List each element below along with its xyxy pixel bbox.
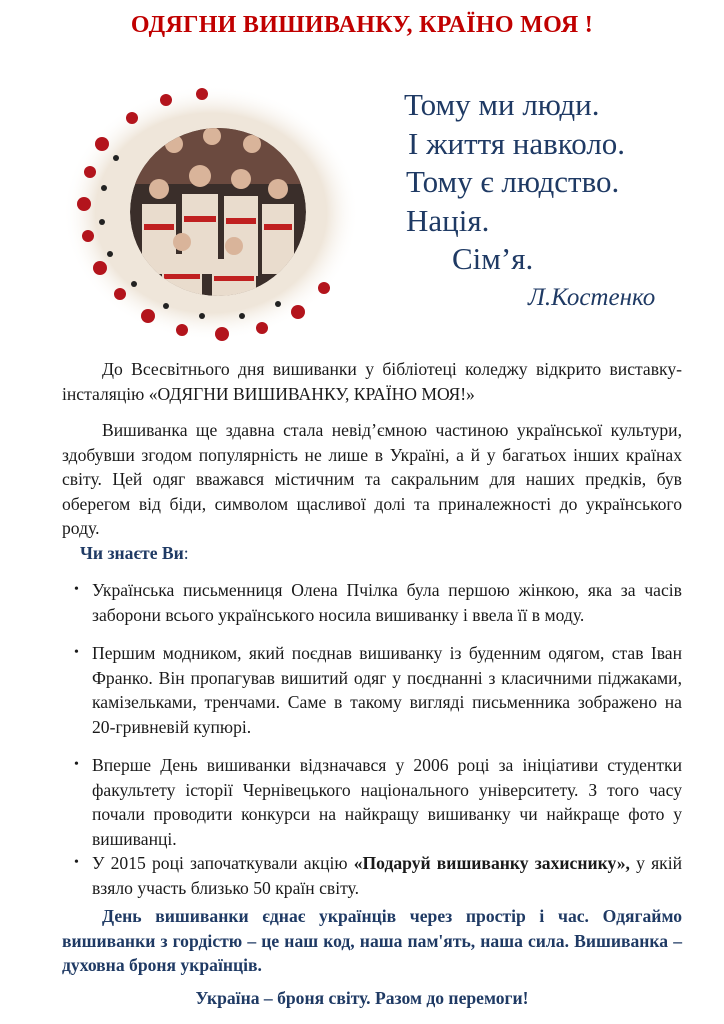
poem-line: І життя навколо.: [408, 125, 626, 161]
poem-line: Тому ми люди.: [404, 87, 600, 122]
facts-heading-colon: :: [183, 543, 189, 563]
bullet-icon: •: [74, 582, 79, 597]
fact-text-after: у якій взяло участь близько 50 країн світу.: [92, 853, 683, 898]
bullet-icon: •: [74, 757, 79, 772]
facts-heading-label: Чи знаєте Ви: [80, 543, 184, 563]
intro-paragraph: До Всесвітнього дня вишиванки у бібліотеці коледжу відкрито виставку-інсталяцію «ОДЯГНИ ВИШИВАНКУ, КРАЇНО МОЯ!»: [62, 359, 682, 404]
poem-line: Нація.: [406, 202, 490, 238]
fact-text: Українська письменниця Олена Пчілка була першою жінкою, яка за часів заборони всього українського носила вишиванку і ввела її в моду.: [92, 580, 682, 625]
campaign-name: «Подаруй вишиванку захиснику»,: [353, 853, 630, 873]
page-title: ОДЯГНИ ВИШИВАНКУ, КРАЇНО МОЯ !: [130, 12, 594, 38]
closing-paragraph: День вишиванки єднає українців через простір і час. Одягаймо вишиванки з гордістю – це наш код, наша пам'ять, наша сила. Вишиванка – духовна броня українців.: [62, 906, 682, 975]
fact-text: Першим модником, який поєднав вишиванку із буденним одягом, став Іван Франко. Він пропагував вишитий одяг у поєднанні з класичними піджаками, камізельками, тренчами. Саме в такому вигляді письменника зображено на 20-гривневій купюрі.: [92, 643, 682, 737]
bullet-icon: •: [74, 855, 79, 870]
poem-author: Л.Костенко: [528, 284, 656, 311]
fact-text: Вперше День вишиванки відзначався у 2006 році за ініціативи студентки факультету історії Чернівецького національного університету. З того часу почали проводити конкурси на найкращу вишиванку чи найкраще фото у вишиванці.: [92, 755, 682, 849]
list-item: [62, 578, 682, 627]
fact-text-before: У 2015 році започаткували акцію: [92, 853, 354, 873]
facts-heading: [80, 543, 189, 564]
bullet-icon: •: [74, 645, 79, 660]
list-item: [62, 851, 682, 900]
history-paragraph: Вишиванка ще здавна стала невід’ємною частиною української культури, здобувши згодом популярність не лише в Україні, а й у багатьох інших країнах світу. Цей одяг вважався містичним та сакральним для наших предків, був оберегом від біди, символом щасливої долі та приналежності до українського роду.: [62, 420, 682, 538]
list-item: [62, 641, 682, 739]
list-item: [62, 753, 682, 851]
poem: [400, 86, 700, 279]
slogan: Україна – броня світу. Разом до перемоги!: [195, 988, 529, 1008]
facts-list: [62, 578, 682, 900]
poem-line: Тому є людство.: [406, 164, 620, 199]
embroidered-family-photo: [62, 84, 360, 342]
poem-line: Сім’я.: [452, 241, 534, 276]
